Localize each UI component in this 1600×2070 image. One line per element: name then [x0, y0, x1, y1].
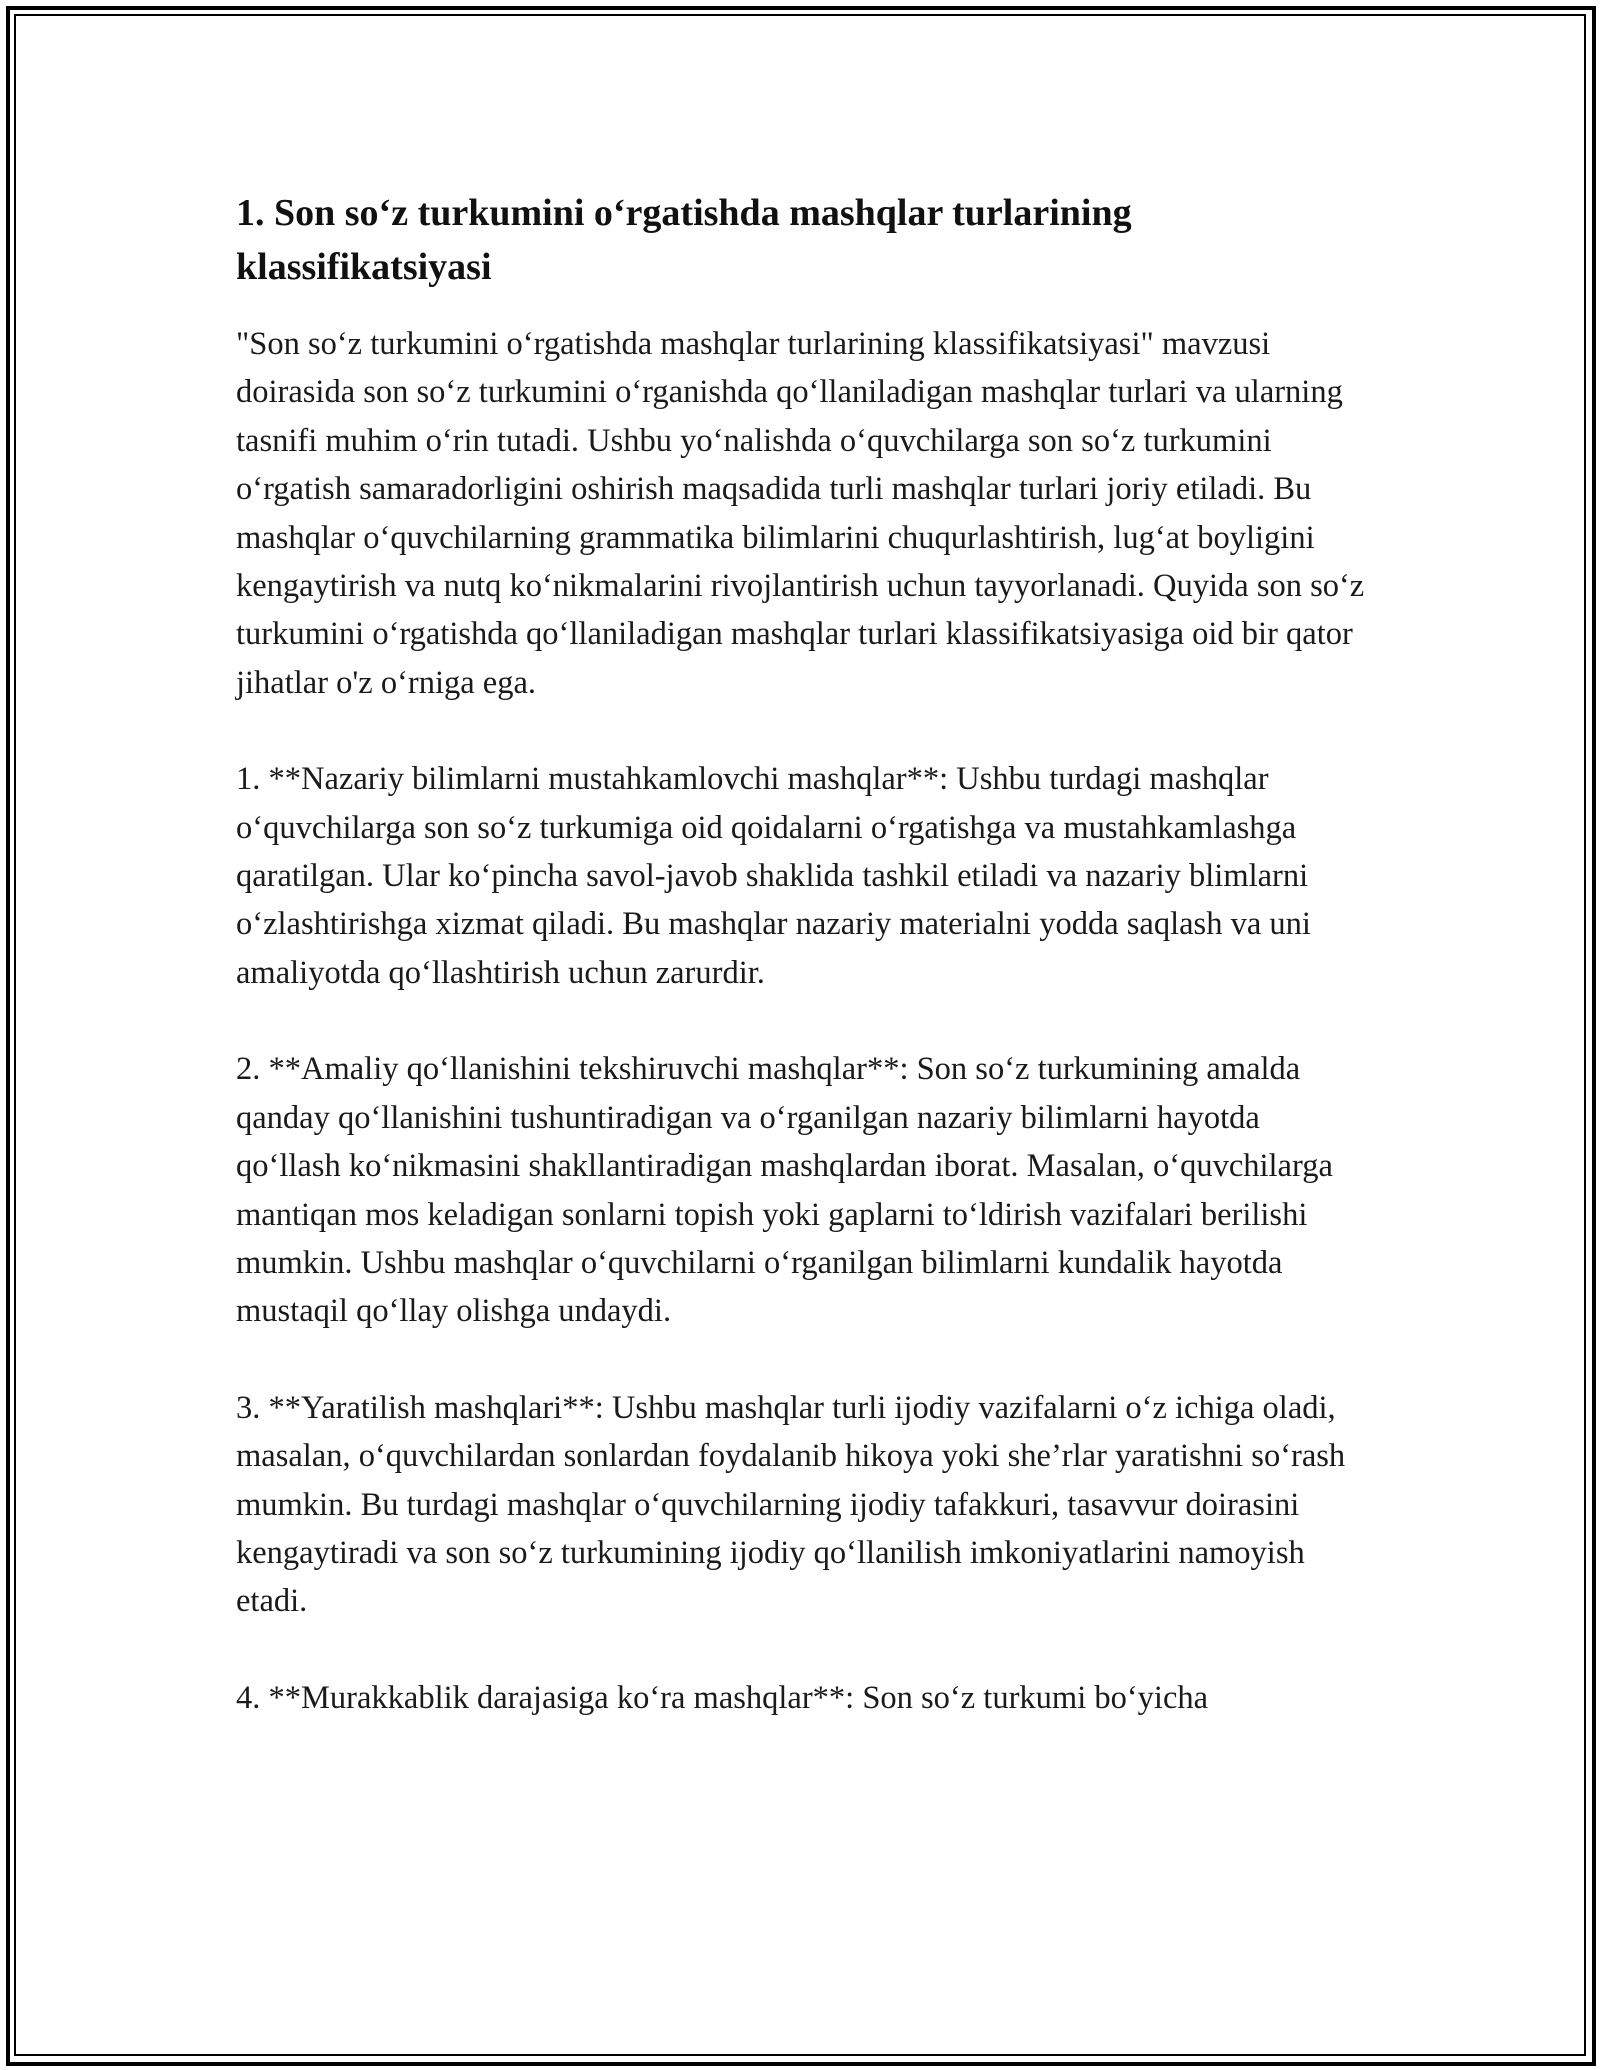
intro-paragraph: "Son so‘z turkumini o‘rgatishda mashqlar turlarining klassifikatsiyasi" mavzusi doirasida son so‘z turkumini o‘rganishda qo‘llaniladigan mashqlar turlari va ularning tasnifi muhim o‘rin tutadi. Ushbu yo‘nalishda o‘quvchilarga son so‘z turkumini o‘rgatish samaradorligini oshirish maqsadida turli mashqlar turlari joriy etiladi. Bu mashqlar o‘quvchilarning grammatika bilimlarini chuqurlashtirish, lug‘at boyligini kengaytirish va nutq ko‘nikmalarini rivojlantirish uchun tayyorlanadi. Quyida son so‘z turkumini o‘rgatishda qo‘llaniladigan mashqlar turlari klassifikatsiyasiga oid bir qator jihatlar o'z o‘rniga ega.: [236, 326, 1365, 701]
section-heading: 1. Son so‘z turkumini o‘rgatishda mashqlar turlarining klassifikatsiyasi: [236, 192, 1132, 288]
list-item-1-paragraph: 1. **Nazariy bilimlarni mustahkamlovchi mashqlar**: Ushbu turdagi mashqlar o‘quvchilarga son so‘z turkumiga oid qoidalarni o‘rgatishga va mustahkamlashga qaratilgan. Ular ko‘pincha savol-javob shaklida tashkil etiladi va nazariy blimlarni o‘zlashtirishga xizmat qiladi. Bu mashqlar nazariy materialni yodda saqlash va uni amaliyotda qo‘llashtirish uchun zarurdir.: [236, 761, 1311, 991]
list-item-4-paragraph: 4. **Murakkablik darajasiga ko‘ra mashqlar**: Son so‘z turkumi bo‘yicha: [236, 1679, 1209, 1716]
document-body: [236, 186, 1366, 1722]
list-item-3-paragraph: 3. **Yaratilish mashqlari**: Ushbu mashqlar turli ijodiy vazifalarni o‘z ichiga oladi, masalan, o‘quvchilardan sonlardan foydalanib hikoya yoki she’rlar yaratishni so‘rash mumkin. Bu turdagi mashqlar o‘quvchilarning ijodiy tafakkuri, tasavvur doirasini kengaytiradi va son so‘z turkumining ijodiy qo‘llanilish imkoniyatlarini namoyish etadi.: [236, 1389, 1346, 1620]
list-item-2-paragraph: 2. **Amaliy qo‘llanishini tekshiruvchi mashqlar**: Son so‘z turkumining amalda qanday qo‘llanishini tushuntiradigan va o‘rganilgan nazariy bilimlarni hayotda qo‘llash ko‘nikmasini shakllantiradigan mashqlardan iborat. Masalan, o‘quvchilarga mantiqan mos keladigan sonlarni topish yoki gaplarni to‘ldirish vazifalari berilishi mumkin. Ushbu mashqlar o‘quvchilarni o‘rganilgan bilimlarni kundalik hayotda mustaqil qo‘llay olishga undaydi.: [236, 1051, 1333, 1330]
